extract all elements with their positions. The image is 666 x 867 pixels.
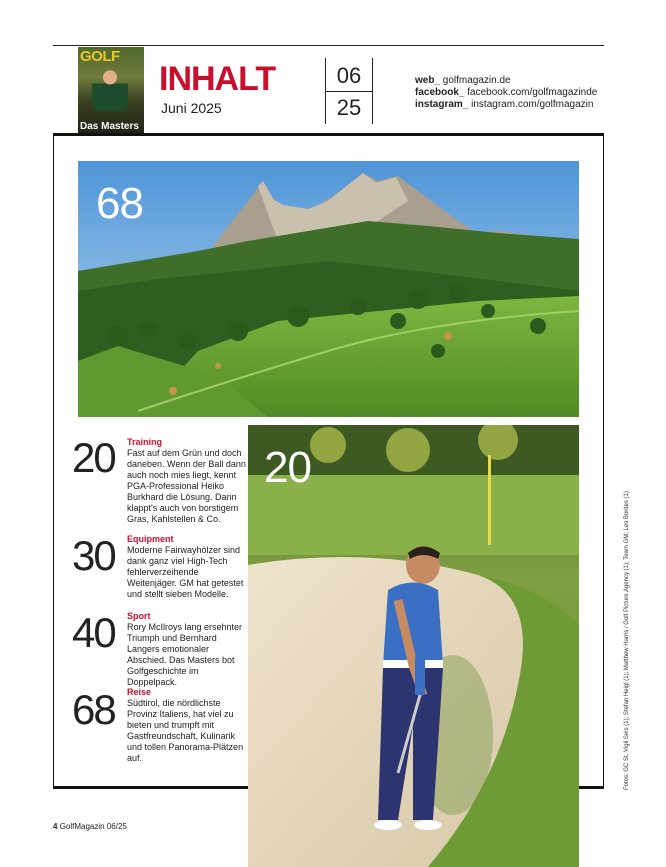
- toc-description: Fast auf dem Grün und doch daneben. Wenn der Ball dann auch noch mies liegt, kennt PGA-Professional Heiko Burkhard die Lösung. Dann klappt's auch von borstigem Gras, Kahlstellen & Co.: [127, 448, 246, 524]
- cover-headline: Das Masters: [80, 121, 139, 132]
- publication-name: GolfMagazin 06/25: [59, 822, 127, 831]
- bunker-shot-photo[interactable]: [248, 425, 579, 867]
- issue-date: Juni 2025: [161, 100, 222, 116]
- instagram-label: instagram_: [415, 99, 469, 110]
- toc-description: Moderne Fairwayhölzer sind dank ganz viel High-Tech fehlerverzeihende Weitenjäger. GM hat getestet und stellt sieben Modelle.: [127, 545, 244, 599]
- instagram-url: instagram.com/golfmagazin: [471, 99, 594, 110]
- toc-page-number: 20: [72, 434, 115, 481]
- toc-page-number: 40: [72, 609, 115, 656]
- toc-item-reise[interactable]: [127, 687, 247, 764]
- web-label: web_: [415, 75, 441, 86]
- facebook-label: facebook_: [415, 87, 465, 98]
- toc-category: Reise: [127, 687, 152, 697]
- issue-number-box: [325, 58, 373, 124]
- top-rule: [53, 45, 604, 46]
- south-tyrol-landscape-photo[interactable]: [78, 161, 579, 417]
- toc-page-number: 68: [72, 686, 115, 733]
- photo-page-number: 68: [96, 179, 143, 228]
- toc-category: Equipment: [127, 534, 174, 544]
- frame-left-border: [53, 136, 54, 787]
- toc-item-sport[interactable]: [127, 611, 247, 688]
- page-footer: [53, 822, 127, 831]
- facebook-link[interactable]: [415, 88, 597, 98]
- toc-category: Training: [127, 437, 163, 447]
- toc-description: Rory McIlroys lang ersehnter Triumph und Bernhard Langers emotionaler Abschied. Das Masters bot Golfgeschichte im Doppelpack.: [127, 622, 243, 687]
- toc-description: Südtirol, die nördlichste Provinz Italiens, hat viel zu bieten und trumpft mit Gastfreundschaft, Kulinarik und tollen Panorama-Plätzen auf.: [127, 698, 244, 763]
- toc-category: Sport: [127, 611, 151, 621]
- toc-item-training[interactable]: [127, 437, 247, 525]
- photo-page-number: 20: [264, 443, 311, 492]
- web-url: golfmagazin.de: [442, 75, 511, 86]
- magazine-cover-thumbnail[interactable]: [78, 47, 144, 134]
- issue-year: 25: [336, 95, 362, 120]
- web-link[interactable]: [415, 76, 511, 86]
- frame-right-border: [603, 136, 604, 787]
- page-number: 4: [53, 822, 58, 831]
- facebook-url: facebook.com/golfmagazinde: [467, 87, 598, 98]
- page-title: INHALT: [159, 60, 276, 98]
- issue-number: 06: [336, 63, 362, 88]
- landscape-illustration: [78, 161, 579, 417]
- instagram-link[interactable]: [415, 100, 593, 110]
- cover-golfer-illustration: [92, 69, 128, 111]
- cover-logo: GOLF: [80, 48, 120, 65]
- photo-credit: Fotos: GC St. Vigil Seis (1); Stefan Heigl (1); Matthew Harris / Golf Picture Agency (1); Team GM; Les Bordes (1): [624, 491, 630, 790]
- toc-item-equipment[interactable]: [127, 534, 247, 600]
- toc-page-number: 30: [72, 532, 115, 579]
- issue-divider: [326, 91, 372, 92]
- frame-top-border: [53, 133, 604, 136]
